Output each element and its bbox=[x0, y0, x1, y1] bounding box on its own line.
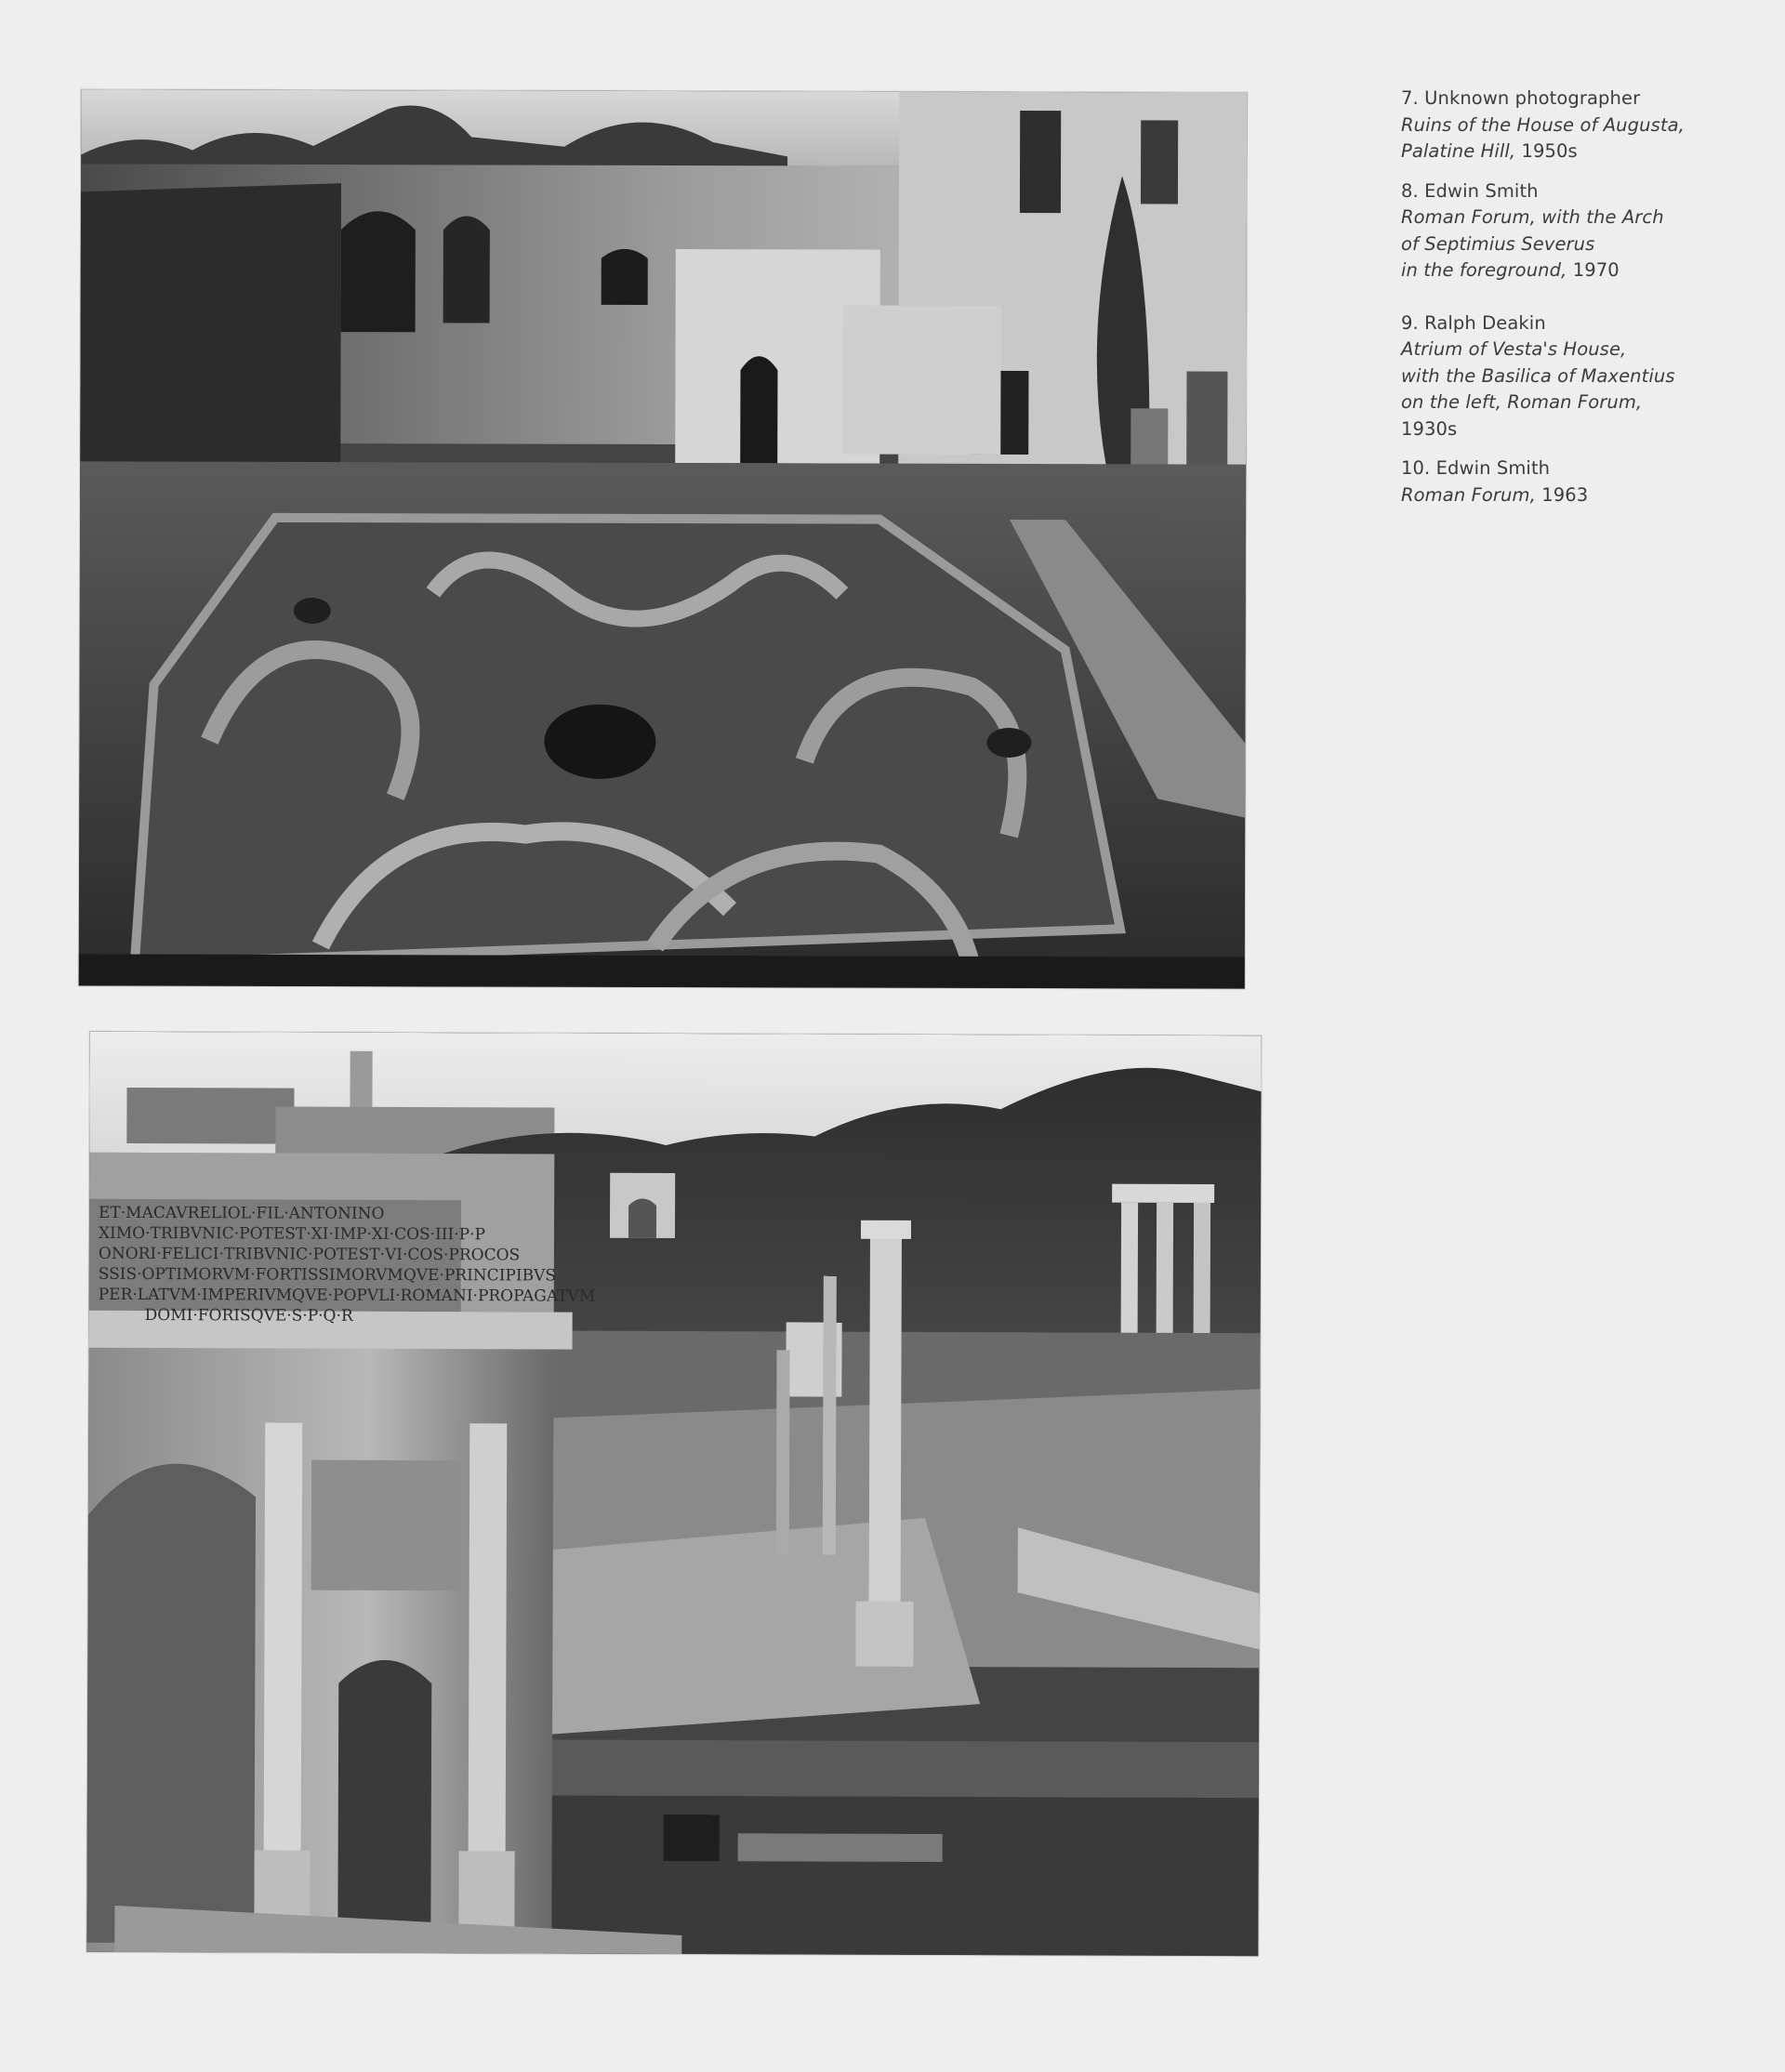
caption-8-title-line-2: of Septimius Severus bbox=[1401, 232, 1595, 255]
caption-7-title-line-1: Ruins of the House of Augusta, bbox=[1401, 113, 1685, 136]
svg-text:PER·LATVM·IMPERIVMQVE·POPVLI·R: PER·LATVM·IMPERIVMQVE·POPVLI·ROMANI·PROPAGATVM bbox=[98, 1285, 596, 1306]
caption-8 bbox=[1401, 178, 1736, 284]
photo-roman-forum-image bbox=[86, 1032, 1261, 1956]
svg-text:ONORI·FELICI·TRIBVNIC·POTEST·V: ONORI·FELICI·TRIBVNIC·POTEST·VI·COS·PROCOS bbox=[98, 1244, 521, 1265]
caption-7 bbox=[1401, 86, 1736, 165]
caption-9-date: 1930s bbox=[1401, 417, 1458, 440]
caption-9-title-line-1: Atrium of Vesta's House, bbox=[1401, 338, 1627, 360]
caption-10 bbox=[1401, 455, 1736, 508]
photo-house-of-augusta-image bbox=[79, 89, 1248, 988]
caption-7-photographer: 7. Unknown photographer bbox=[1401, 87, 1641, 109]
caption-9-title-line-3: on the left, Roman Forum, bbox=[1401, 391, 1643, 413]
caption-10-title-line-1: Roman Forum, 1963 bbox=[1401, 483, 1589, 506]
caption-8-photographer: 8. Edwin Smith bbox=[1401, 179, 1539, 202]
caption-9 bbox=[1401, 310, 1736, 443]
caption-7-title-line-2: Palatine Hill, 1950s bbox=[1401, 140, 1578, 162]
photo-roman-forum bbox=[86, 1032, 1261, 1956]
caption-10-date: 1963 bbox=[1541, 483, 1589, 506]
photo-captions bbox=[1401, 86, 1736, 521]
caption-8-date: 1970 bbox=[1572, 259, 1620, 281]
svg-text:DOMI·FORISQVE·S·P·Q·R: DOMI·FORISQVE·S·P·Q·R bbox=[144, 1306, 353, 1326]
svg-text:ET·MACAVRELIOL·FIL·ANTONINO: ET·MACAVRELIOL·FIL·ANTONINO bbox=[99, 1203, 385, 1223]
photo-house-of-augusta bbox=[79, 89, 1248, 988]
svg-text:SSIS·OPTIMORVM·FORTISSIMORVMQV: SSIS·OPTIMORVM·FORTISSIMORVMQVE·PRINCIPIBVS bbox=[98, 1264, 557, 1286]
svg-text:XIMO·TRIBVNIC·POTEST·XI·IMP·XI: XIMO·TRIBVNIC·POTEST·XI·IMP·XI·COS·III·P·P bbox=[98, 1223, 485, 1245]
caption-10-photographer: 10. Edwin Smith bbox=[1401, 457, 1551, 479]
caption-8-title-line-1: Roman Forum, with the Arch bbox=[1401, 206, 1664, 228]
caption-9-photographer: 9. Ralph Deakin bbox=[1401, 311, 1546, 334]
caption-8-title-line-3: in the foreground, 1970 bbox=[1401, 259, 1620, 281]
caption-9-title-line-2: with the Basilica of Maxentius bbox=[1401, 364, 1675, 387]
caption-7-date: 1950s bbox=[1521, 140, 1578, 162]
